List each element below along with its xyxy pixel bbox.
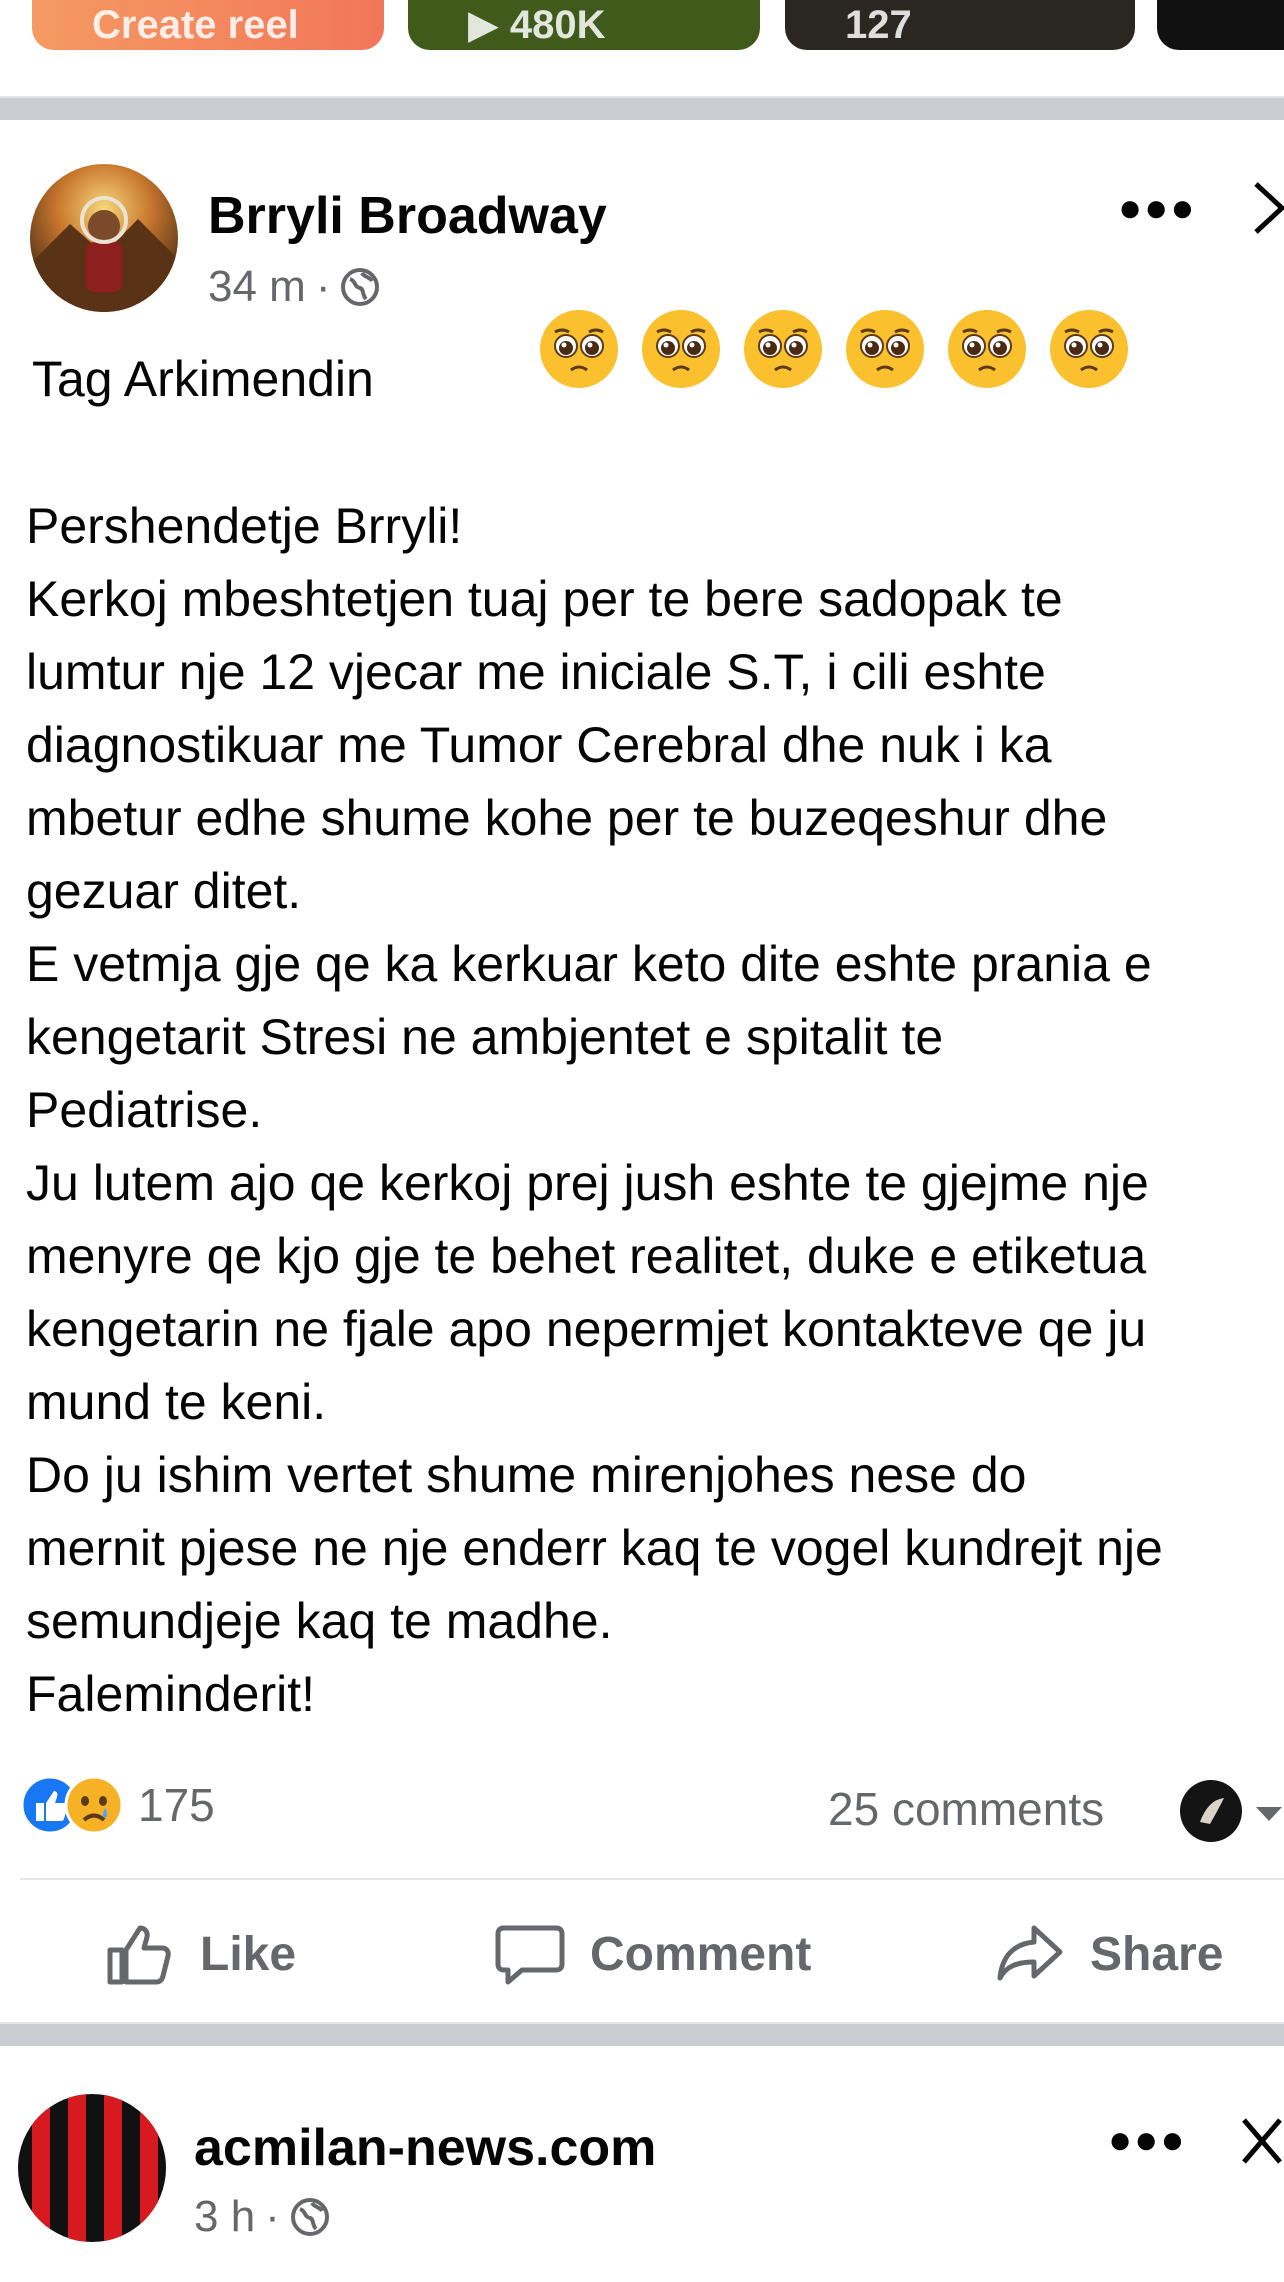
globe-icon — [290, 2197, 330, 2237]
sad-reaction-icon — [64, 1775, 124, 1835]
author-name[interactable]: Brryli Broadway — [208, 187, 607, 245]
next-post-author[interactable]: acmilan-news.com — [194, 2119, 657, 2177]
post-body-line: Faleminderit! — [26, 1666, 315, 1722]
post-meta — [208, 262, 380, 312]
post-body-line: Ju lutem ajo qe kerkoj prej jush eshte te gjejme nje — [26, 1155, 1149, 1211]
thumbs-up-icon — [104, 1918, 176, 1990]
story-views-label: ▶ 480K — [468, 3, 606, 47]
next-post-time[interactable]: 3 h — [194, 2192, 256, 2241]
post-body-line: mernit pjese ne nje enderr kaq te vogel kundrejt nje — [26, 1520, 1163, 1576]
emoji-row — [538, 308, 1130, 390]
comment-icon — [494, 1918, 566, 1990]
pleading-face-icon — [538, 308, 620, 390]
pleading-face-icon — [640, 308, 722, 390]
feed-divider — [0, 96, 1284, 120]
post-time[interactable]: 34 m — [208, 262, 306, 311]
post-body-line: kengetarit Stresi ne ambjentet e spitalit te — [26, 1009, 944, 1065]
post-body — [26, 490, 1284, 1731]
next-post-avatar[interactable] — [18, 2094, 166, 2242]
more-options-icon[interactable]: ●●● — [1118, 186, 1197, 230]
post-body-line: E vetmja gje qe ka kerkuar keto dite eshte prania e — [26, 936, 1152, 992]
post-body-line: mund te keni. — [26, 1374, 327, 1430]
like-button[interactable] — [104, 1918, 296, 1990]
close-icon[interactable] — [1252, 180, 1284, 236]
like-label: Like — [200, 1927, 297, 1981]
post-body-line: Do ju ishim vertet shume mirenjohes nese do — [26, 1447, 1027, 1503]
comment-label: Comment — [590, 1927, 812, 1981]
reaction-count: 175 — [138, 1779, 215, 1831]
pleading-face-icon — [1048, 308, 1130, 390]
post-tag-line: Tag Arkimendin — [32, 351, 374, 407]
feed-divider — [0, 2022, 1284, 2046]
story-card[interactable] — [408, 0, 760, 50]
create-reel-label: Create reel — [92, 3, 299, 47]
story-card[interactable] — [785, 0, 1135, 50]
post-body-line: mbetur edhe shume kohe per te buzeqeshur dhe — [26, 790, 1108, 846]
post-body-line: kengetarin ne fjale apo nepermjet kontakteve qe ju — [26, 1301, 1147, 1357]
post-body-line: lumtur nje 12 vjecar me iniciale S.T, i cili eshte — [26, 644, 1046, 700]
share-button[interactable] — [994, 1918, 1223, 1990]
story-card[interactable] — [1157, 0, 1284, 50]
post-body-line: Pershendetje Brryli! — [26, 498, 463, 554]
share-label: Share — [1090, 1927, 1224, 1981]
actions-divider — [20, 1878, 1284, 1880]
comments-count[interactable]: 25 comments — [828, 1783, 1105, 1835]
post-body-line: diagnostikuar me Tumor Cerebral dhe nuk i ka — [26, 717, 1052, 773]
more-options-icon[interactable]: ●●● — [1108, 2118, 1187, 2162]
meta-separator: · — [315, 262, 331, 311]
pleading-face-icon — [946, 308, 1028, 390]
post-body-line: Pediatrise. — [26, 1082, 263, 1138]
commenter-avatar — [1180, 1780, 1242, 1842]
story-count-label: 127 — [845, 3, 912, 47]
share-icon — [994, 1918, 1066, 1990]
post-body-line: gezuar ditet. — [26, 863, 302, 919]
pleading-face-icon — [844, 308, 926, 390]
post-body-line: semundjeje kaq te madhe. — [26, 1593, 613, 1649]
chevron-down-icon[interactable] — [1254, 1805, 1284, 1823]
author-avatar[interactable] — [30, 164, 178, 312]
post-body-line: menyre qe kjo gje te behet realitet, duke e etiketua — [26, 1228, 1147, 1284]
comment-button[interactable] — [494, 1918, 811, 1990]
create-reel-story[interactable] — [32, 0, 384, 50]
reactions-summary[interactable] — [20, 1775, 215, 1835]
globe-icon — [340, 267, 380, 307]
pleading-face-icon — [742, 308, 824, 390]
meta-separator: · — [265, 2192, 280, 2241]
next-post-meta — [194, 2192, 330, 2242]
post-body-line: Kerkoj mbeshtetjen tuaj per te bere sadopak te — [26, 571, 1063, 627]
close-icon[interactable] — [1240, 2114, 1284, 2168]
